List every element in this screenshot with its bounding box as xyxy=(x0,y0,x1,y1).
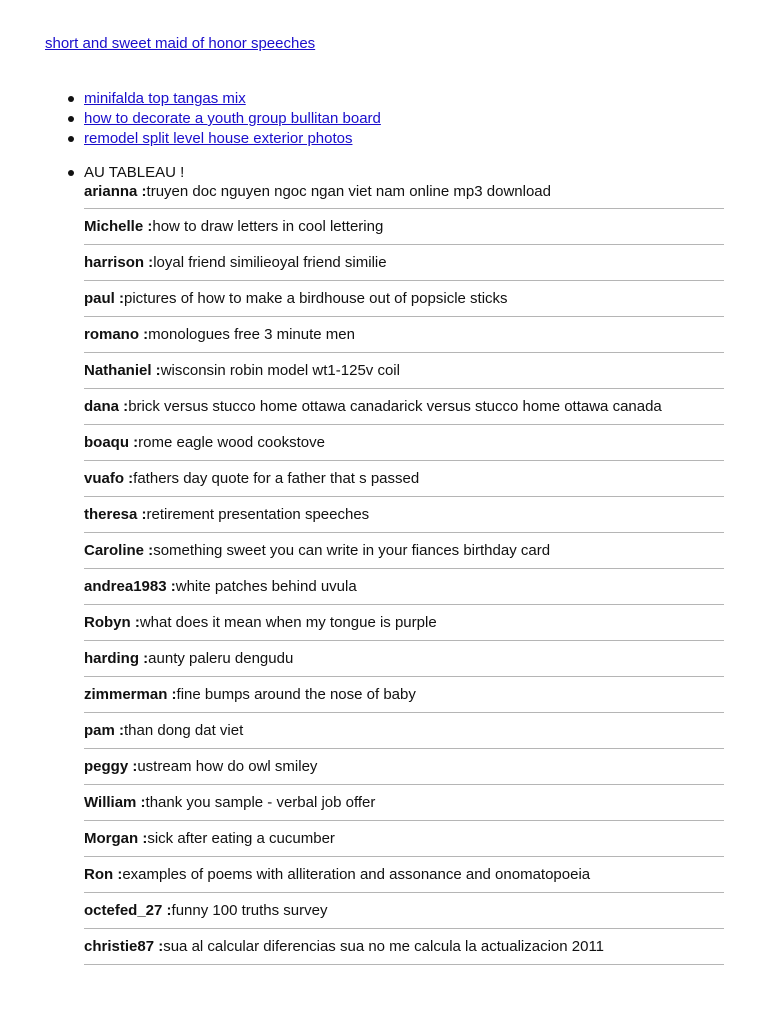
entry-name: Michelle : xyxy=(84,218,153,235)
entry-text: white patches behind uvula xyxy=(175,578,357,595)
link-youth-group-board[interactable]: how to decorate a youth group bullitan board xyxy=(84,110,381,127)
entry-text: monologues free 3 minute men xyxy=(148,326,355,343)
entry-name: arianna : xyxy=(84,183,147,200)
entry-row xyxy=(84,650,724,677)
top-link[interactable]: short and sweet maid of honor speeches xyxy=(45,35,316,52)
entry-name: christie87 : xyxy=(84,938,164,955)
entry-row xyxy=(84,183,724,209)
entry-text: brick versus stucco home ottawa canadarick versus stucco home ottawa canada xyxy=(128,398,662,415)
entry-row xyxy=(84,578,724,605)
entry-row xyxy=(84,794,724,821)
entry-text: fine bumps around the nose of baby xyxy=(176,686,416,703)
entry-row xyxy=(84,722,724,749)
entry-name: Caroline : xyxy=(84,542,154,559)
entry-row xyxy=(84,254,724,281)
entry-row xyxy=(84,290,724,317)
entry-row xyxy=(84,434,724,461)
entry-text: funny 100 truths survey xyxy=(171,902,328,919)
entry-name: andrea1983 : xyxy=(84,578,176,595)
entry-text: examples of poems with alliteration and assonance and onomatopoeia xyxy=(122,866,591,883)
entry-name: dana : xyxy=(84,398,129,415)
entry-row xyxy=(84,470,724,497)
tableau-title: AU TABLEAU ! xyxy=(84,164,185,181)
entry-text: truyen doc nguyen ngoc ngan viet nam online mp3 download xyxy=(146,183,551,200)
entry-row xyxy=(84,362,724,389)
entry-row xyxy=(84,758,724,785)
entry-row xyxy=(84,830,724,857)
entry-text: something sweet you can write in your fiances birthday card xyxy=(153,542,551,559)
entry-name: harrison : xyxy=(84,254,154,271)
entry-text: how to draw letters in cool lettering xyxy=(152,218,384,235)
entry-row xyxy=(84,326,724,353)
entry-name: zimmerman : xyxy=(84,686,177,703)
entry-name: harding : xyxy=(84,650,149,667)
entry-text: sua al calcular diferencias sua no me calcula la actualizacion 2011 xyxy=(163,938,605,955)
entry-name: Ron : xyxy=(84,866,123,883)
entry-text: than dong dat viet xyxy=(124,722,244,739)
entry-row xyxy=(84,686,724,713)
link-minifalda[interactable]: minifalda top tangas mix xyxy=(84,90,246,107)
tableau-section xyxy=(84,163,724,974)
entry-name: boaqu : xyxy=(84,434,139,451)
entry-name: Nathaniel : xyxy=(84,362,161,379)
link-split-level-house[interactable]: remodel split level house exterior photos xyxy=(84,130,353,147)
entry-text: aunty paleru dengudu xyxy=(148,650,294,667)
entry-name: William : xyxy=(84,794,146,811)
entries-list xyxy=(84,183,724,965)
entry-row xyxy=(84,614,724,641)
entry-name: peggy : xyxy=(84,758,138,775)
links-list xyxy=(84,89,381,149)
entry-text: pictures of how to make a birdhouse out of popsicle sticks xyxy=(124,290,508,307)
entry-name: paul : xyxy=(84,290,124,307)
list-item xyxy=(84,89,381,109)
entry-text: sick after eating a cucumber xyxy=(147,830,335,847)
entry-name: Robyn : xyxy=(84,614,140,631)
entry-name: pam : xyxy=(84,722,125,739)
entry-row xyxy=(84,866,724,893)
entry-text: retirement presentation speeches xyxy=(146,506,370,523)
entry-row xyxy=(84,398,724,425)
entry-text: loyal friend similieoyal friend similie xyxy=(153,254,387,271)
entry-text: fathers day quote for a father that s passed xyxy=(133,470,420,487)
entry-text: ustream how do owl smiley xyxy=(137,758,318,775)
entry-name: vuafo : xyxy=(84,470,134,487)
entry-row xyxy=(84,542,724,569)
list-item xyxy=(84,129,381,149)
entry-text: wisconsin robin model wt1-125v coil xyxy=(160,362,400,379)
list-item xyxy=(84,109,381,129)
entry-name: theresa : xyxy=(84,506,147,523)
entry-text: thank you sample - verbal job offer xyxy=(145,794,376,811)
entry-row xyxy=(84,902,724,929)
entry-name: octefed_27 : xyxy=(84,902,172,919)
entry-name: Morgan : xyxy=(84,830,148,847)
entry-text: rome eagle wood cookstove xyxy=(138,434,325,451)
entry-row xyxy=(84,938,724,965)
entry-row xyxy=(84,506,724,533)
entry-text: what does it mean when my tongue is purple xyxy=(139,614,437,631)
entry-row xyxy=(84,218,724,245)
entry-name: romano : xyxy=(84,326,149,343)
